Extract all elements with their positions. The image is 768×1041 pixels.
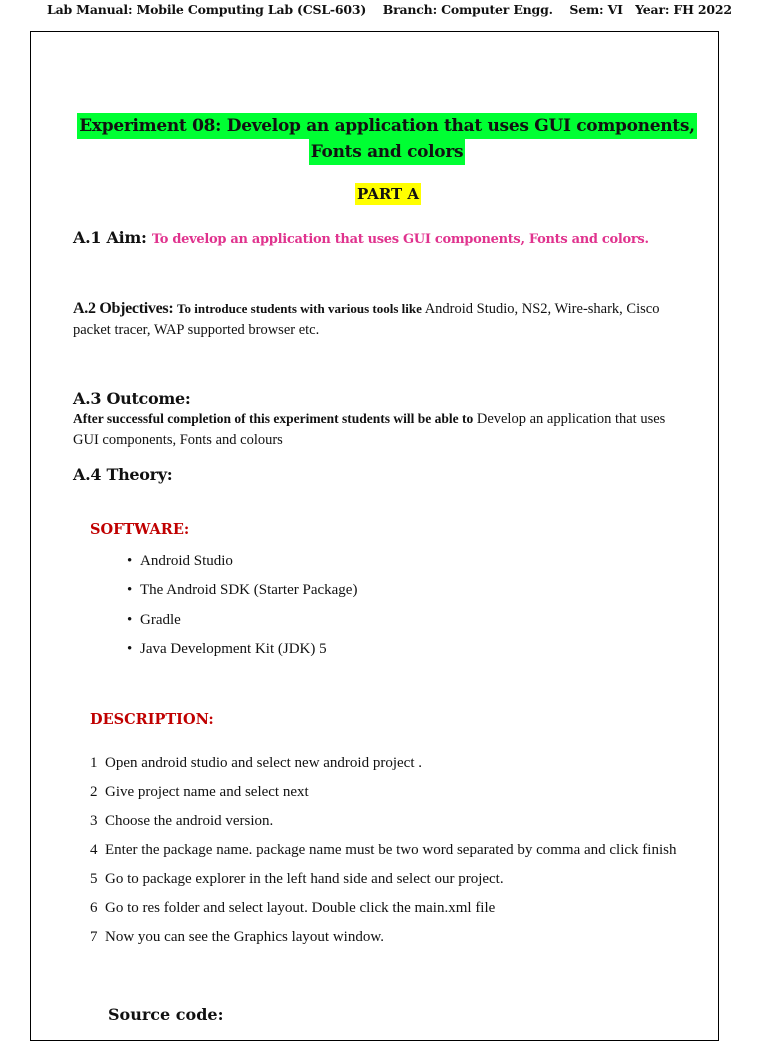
experiment-title — [0, 113, 768, 165]
software-item: Android Studio — [140, 553, 233, 569]
software-item: Java Development Kit (JDK) 5 — [140, 640, 327, 657]
list-item — [90, 899, 690, 918]
theory-heading: A.4 Theory: — [73, 465, 173, 484]
list-item — [90, 812, 690, 831]
bullet-icon: • — [127, 611, 133, 628]
objectives-section — [73, 298, 693, 341]
step-text: Choose the android version. — [105, 813, 274, 829]
list-item — [90, 754, 690, 773]
step-text: Give project name and select next — [105, 784, 309, 800]
list-item — [90, 928, 690, 947]
step-text: Go to res folder and select layout. Double click the main.xml file — [105, 900, 496, 916]
list-item — [90, 870, 690, 889]
list-item — [90, 783, 690, 802]
step-number: 7 — [90, 929, 98, 945]
software-item: Gradle — [140, 611, 181, 628]
step-number: 2 — [90, 784, 98, 800]
outcome-heading: A.3 Outcome: — [73, 389, 191, 408]
step-number: 3 — [90, 813, 98, 829]
objectives-heading: A.2 Objectives: — [73, 300, 174, 317]
title-line-2: Fonts and colors — [309, 139, 466, 165]
description-steps — [90, 754, 690, 957]
list-item — [127, 579, 357, 608]
bullet-icon: • — [127, 582, 133, 599]
step-text: Go to package explorer in the left hand side and select our project. — [105, 871, 504, 887]
software-item: The Android SDK (Starter Package) — [140, 582, 358, 599]
outcome-lead: After successful completion of this experiment students will be able to — [73, 411, 474, 426]
step-text: Enter the package name. package name must be two word separated by comma and click finish — [105, 842, 677, 858]
step-number: 1 — [90, 755, 98, 771]
bullet-icon: • — [127, 640, 133, 657]
outcome-rest: Develop an application that uses GUI components, Fonts and colours — [73, 411, 666, 448]
step-number: 4 — [90, 842, 98, 858]
aim-heading: A.1 Aim: — [73, 228, 147, 247]
aim-section — [73, 227, 649, 251]
step-number: 6 — [90, 900, 98, 916]
outcome-text — [73, 408, 693, 451]
step-text: Now you can see the Graphics layout window. — [105, 929, 384, 945]
list-item — [127, 609, 357, 638]
list-item — [90, 841, 690, 860]
page-header: Lab Manual: Mobile Computing Lab (CSL-603) Branch: Computer Engg. Sem: VI Year: FH 2022 — [47, 2, 732, 17]
list-item — [127, 550, 357, 579]
software-heading: SOFTWARE: — [90, 521, 190, 538]
title-line-1: Experiment 08: Develop an application that uses GUI components, — [77, 113, 696, 139]
objectives-lead: To introduce students with various tools like — [177, 301, 422, 316]
software-list — [127, 550, 357, 667]
objectives-rest: Android Studio, NS2, Wire-shark, Cisco packet tracer, WAP supported browser etc. — [73, 301, 660, 338]
step-number: 5 — [90, 871, 98, 887]
aim-period: . — [644, 232, 649, 247]
step-text: Open android studio and select new android project . — [105, 755, 422, 771]
description-heading: DESCRIPTION: — [90, 711, 214, 728]
list-item — [127, 638, 357, 667]
part-label: PART A — [357, 185, 420, 203]
bullet-icon: • — [127, 553, 133, 569]
aim-text: To develop an application that uses GUI components, Fonts and colors — [151, 232, 645, 247]
source-code-heading: Source code: — [108, 1005, 224, 1024]
